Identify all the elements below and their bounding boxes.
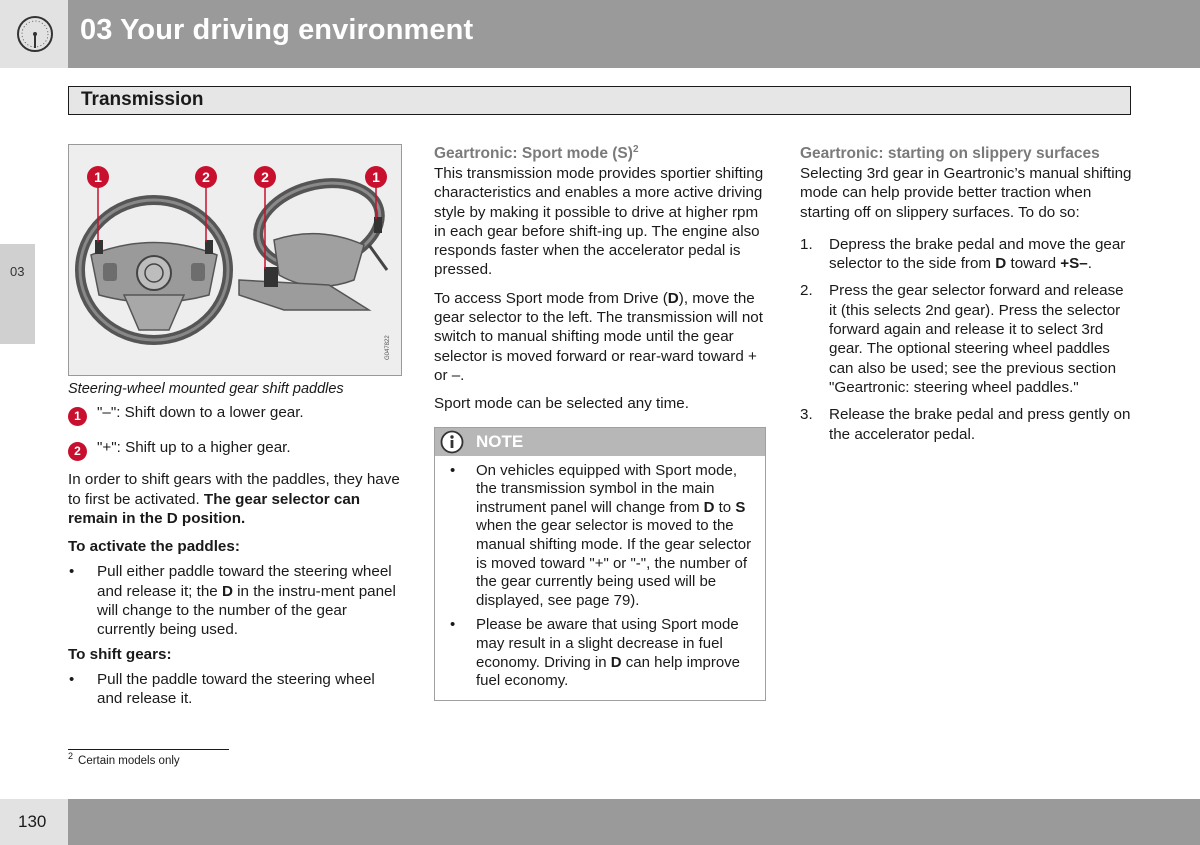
footnote: $^2$ Certain models only bbox=[68, 751, 180, 767]
svg-text:2: 2 bbox=[261, 169, 269, 185]
svg-text:1: 1 bbox=[372, 169, 380, 185]
list-item: • Please be aware that using Sport mode may result in a slight decrease in fuel economy. Driving in D can help improve fuel economy. bbox=[447, 616, 755, 690]
section-title: Transmission bbox=[81, 89, 204, 110]
svg-text:1: 1 bbox=[94, 169, 102, 185]
activate-paddles-heading: To activate the paddles: bbox=[68, 538, 240, 556]
list-item: 1. Depress the brake pedal and move the gear selector to the side from D toward +S–. bbox=[800, 235, 1126, 273]
figure-callout-1a bbox=[87, 166, 109, 188]
slippery-surfaces-heading: Geartronic: starting on slippery surfaces bbox=[800, 145, 1100, 162]
slippery-surfaces-intro: Selecting 3rd gear in Geartronic’s manual shifting mode can help provide better traction when starting off on slippery surfaces. To do so: bbox=[800, 165, 1132, 221]
chapter-title: 03 Your driving environment bbox=[80, 14, 474, 46]
figure-caption: Steering-wheel mounted gear shift paddles bbox=[68, 381, 344, 397]
list-item: 3. Release the brake pedal and press gently on the accelerator pedal. bbox=[800, 406, 1131, 443]
list-item: • Pull either paddle toward the steering wheel and release it; the D in the instru-ment panel will change to the number of the gear currently being used. bbox=[68, 562, 402, 639]
activate-paddles-list bbox=[68, 562, 402, 639]
page-number: 130 bbox=[18, 812, 47, 831]
info-icon bbox=[440, 430, 464, 454]
steering-wheel-illustration bbox=[69, 145, 402, 376]
sport-mode-heading: Geartronic: Sport mode $(S)^2$ bbox=[434, 143, 639, 162]
header-icon-panel bbox=[0, 0, 68, 68]
footnote-divider bbox=[68, 749, 229, 750]
callout-text-2: "+": Shift up to a higher gear. bbox=[97, 439, 291, 457]
paddles-intro-paragraph: In order to shift gears with the paddles, they have to first be activated. The gear selector can remain in the D position. bbox=[68, 471, 400, 527]
sport-mode-paragraph-2: To access Sport mode from Drive (D), move the gear selector to the left. The transmission will not switch to manual shifting mode until the gear selector is moved forward or rear-ward toward + or –. bbox=[434, 289, 763, 384]
column-left bbox=[68, 144, 402, 709]
callout-item-1 bbox=[68, 403, 402, 426]
chapter-side-tab bbox=[0, 244, 35, 344]
callout-item-2 bbox=[68, 438, 402, 461]
figure-callout-1b bbox=[365, 166, 387, 188]
figure-callout-2b bbox=[254, 166, 276, 188]
footer-bar bbox=[68, 799, 1200, 845]
list-item: • Pull the paddle toward the steering wheel and release it. bbox=[68, 670, 402, 709]
callout-badge-2: 2 bbox=[68, 442, 87, 461]
section-bar bbox=[68, 86, 1131, 115]
column-right bbox=[800, 144, 1135, 444]
shift-gears-list bbox=[68, 670, 402, 709]
figure-image-code: G047822 bbox=[385, 335, 391, 360]
svg-text:2: 2 bbox=[202, 169, 210, 185]
steering-wheel-figure bbox=[68, 144, 402, 376]
side-tab-label: 03 bbox=[10, 264, 25, 279]
callout-badge-1: 1 bbox=[68, 407, 87, 426]
slippery-surfaces-steps bbox=[800, 235, 1135, 444]
footnote-ref: 2 bbox=[632, 143, 639, 155]
sport-mode-paragraph-1: This transmission mode provides sportier shifting characteristics and enables a more active driving style by making it possible to drive at higher rpm in each gear before shift-ing up. The engine also responds faster when the accelerator pedal is pressed. bbox=[434, 165, 764, 279]
note-box bbox=[434, 427, 766, 701]
shift-gears-heading: To shift gears: bbox=[68, 645, 172, 663]
list-item: • On vehicles equipped with Sport mode, the transmission symbol in the main instrument panel will change from D to S when the gear selector is moved to the manual shifting mode. If the gear selector is moved toward "+" or "-", the number of the gear currently being used will be displayed, see page 79). bbox=[447, 462, 755, 611]
note-header bbox=[435, 428, 765, 456]
callout-text-1: "–": Shift down to a lower gear. bbox=[97, 404, 304, 422]
sport-mode-paragraph-3: Sport mode can be selected any time. bbox=[434, 395, 689, 413]
note-label: NOTE bbox=[476, 431, 524, 451]
note-body bbox=[435, 456, 765, 700]
column-middle bbox=[434, 144, 766, 701]
list-item: 2. Press the gear selector forward and release it (this selects 2nd gear). Press the selector forward again and release it to select 3rd gear. The optional steering wheel paddles can also be used; see the previous section "Geartronic: steering wheel paddles." bbox=[800, 282, 1124, 396]
figure-callout-2a bbox=[195, 166, 217, 188]
speedometer-icon bbox=[15, 14, 55, 54]
